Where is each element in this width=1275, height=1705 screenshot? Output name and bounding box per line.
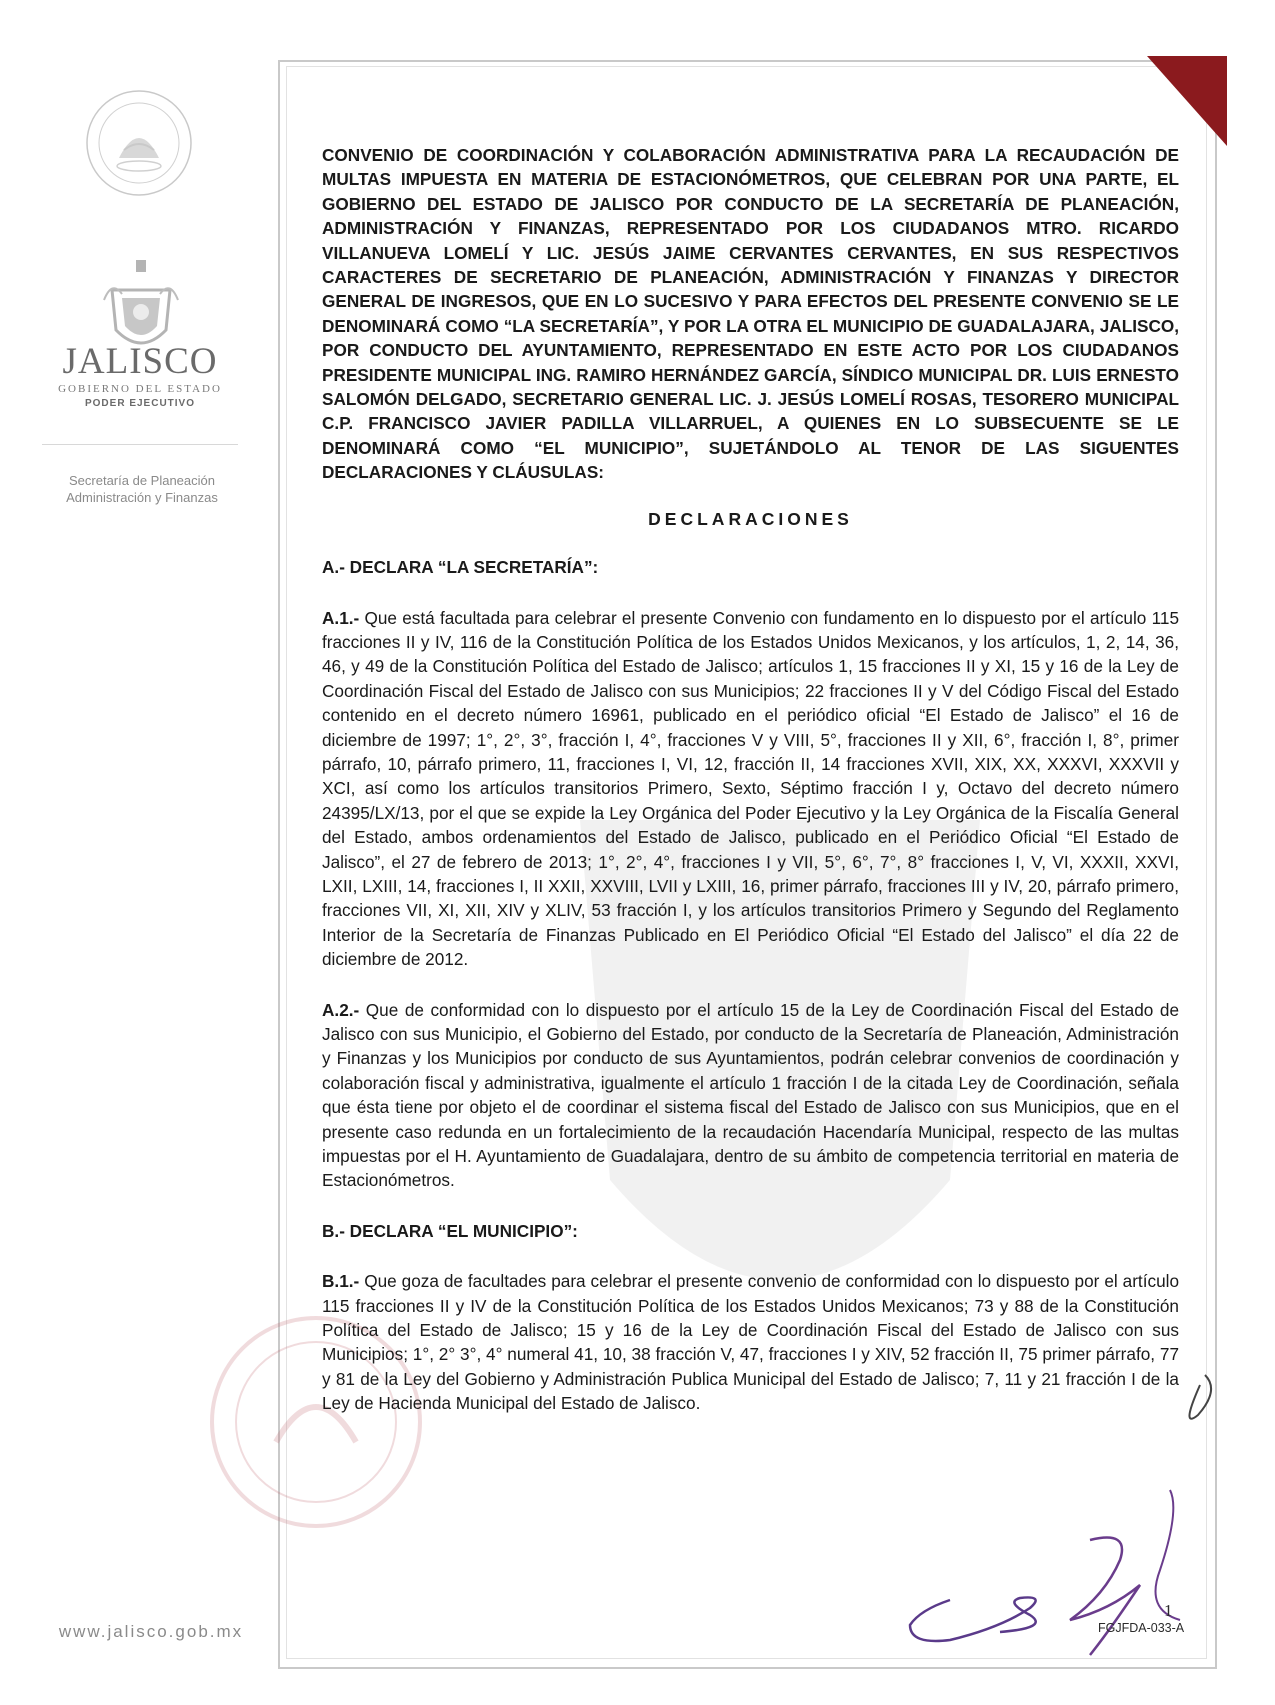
declaration-b-heading: B.- DECLARA “EL MUNICIPIO”: xyxy=(322,1220,578,1241)
brand-name: JALISCO xyxy=(62,341,218,382)
clause-a2-text: Que de conformidad con lo dispuesto por el artículo 15 de la Ley de Coordinación Fiscal del Estado de Jalisco con sus Municipio, el Gobierno del Estado, por conducto de la Secretaría de Planeación, Administración y Finanzas y los Municipios por conducto de sus Ayuntamientos, podrán celebrar convenios de coordinación y colaboración fiscal y administrativa, igualmente el artículo 1 fracción I de la citada Ley de Coordinación, señala que ésta tiene por objeto el de coordinar el sistema fiscal del Estado de Jalisco con sus Municipios, que en el presente caso redunda en un fortalecimiento de la recaudación Hacendaría Municipal, respecto de las multas impuestas por el H. Ayuntamiento de Guadalajara, dentro de su ámbito de competencia territorial en materia de Estacionómetros. xyxy=(322,999,1179,1191)
corner-accent-icon xyxy=(1147,56,1227,146)
secretariat-line-2: Administración y Finanzas xyxy=(66,490,218,505)
national-seal-icon xyxy=(84,88,194,198)
secretariat-line-1: Secretaría de Planeación xyxy=(69,473,215,488)
branch-label: PODER EJECUTIVO xyxy=(84,398,196,409)
page-number: 1 xyxy=(1164,1601,1173,1620)
document-code: FGJFDA-033-A xyxy=(1098,1621,1185,1635)
clause-a1-label: A.1.- xyxy=(322,607,360,628)
handwritten-signature-icon xyxy=(880,1370,1240,1670)
clause-b1-text: Que goza de facultades para celebrar el presente convenio de conformidad con lo dispuesto por el artículo 115 fracciones II y IV de la Constitución Política de los Estados Unidos Mexicanos; 73 y 88 de la Constitución Política del Estado de Jalisco; 15 y 16 de la Ley de Coordinación Fiscal del Estado de Jalisco con sus Municipios; 1°, 2° 3°, 4° numeral 41, 10, 38 fracción V, 47, fracciones I y XIV, 52 fracción II, 75 primer párrafo, 77 y 81 de la Ley del Gobierno y Administración Publica Municipal del Estado de Jalisco; 7, 11 y 21 fracción I de la Ley de Hacienda Municipal del Estado de Jalisco. xyxy=(322,1271,1179,1414)
section-heading: DECLARACIONES xyxy=(648,508,853,529)
secretariat-name xyxy=(42,472,242,506)
clause-a1 xyxy=(322,606,1179,972)
clause-a2 xyxy=(322,998,1179,1193)
clause-a1-text: Que está facultada para celebrar el presente Convenio con fundamento en lo dispuesto por el artículo 115 fracciones II y IV, 116 de la Constitución Política de los Estados Unidos Mexicanos, y los artículos, 1, 2, 14, 36, 46, y 49 de la Constitución Política del Estado de Jalisco; artículos 1, 15 fracciones II y XI, 15 y 16 de la Ley de Coordinación Fiscal del Estado de Jalisco con sus Municipios; 22 fracciones II y V del Código Fiscal del Estado contenido en el decreto número 16961, publicado en el periódico oficial “El Estado de Jalisco” el 16 de diciembre de 1997; 1°, 2°, 3°, fracción I, 4°, fracciones V y VIII, 5°, fracciones II y XII, 6°, fracción I, 8°, primer párrafo, 10, párrafo primero, 11, fracciones I, VI, 12, fracción II, 14 fracciones XVII, XIX, XX, XXXVI, XXXVII y XCI, así como los artículos transitorios Primero, Sexto, Séptimo fracción I y, Octavo del decreto número 24395/LX/13, por el que se expide la Ley Orgánica del Poder Ejecutivo y la Ley Orgánica de la Fiscalía General del Estado, ambos ordenamientos del Estado de Jalisco, publicado en el Periódico Oficial “El Estado de Jalisco”, el 27 de febrero de 2013; 1°, 2°, 4°, fracciones I y VII, 5°, 6°, 7°, 8° fracciones I, V, VI, XXXII, XXVI, LXII, LXIII, 14, fracciones I, II XXII, XXVIII, LVII y LXIII, 16, primer párrafo, fracciones III y IV, 20, párrafo primero, fracciones VII, XI, XII, XIV y XLIV, 53 fracción I, y los artículos transitorios Primero y Segundo del Reglamento Interior de la Secretaría de Finanzas Publicado en El Periódico Oficial “El Estado del Jalisco” el día 22 de diciembre de 2012. xyxy=(322,607,1179,970)
website-link[interactable]: www.jalisco.gob.mx xyxy=(58,1622,244,1641)
sidebar-divider xyxy=(42,444,238,445)
document-body xyxy=(322,143,1179,1442)
declaration-a-heading: A.- DECLARA “LA SECRETARÍA”: xyxy=(322,557,599,578)
clause-a2-label: A.2.- xyxy=(322,999,360,1020)
clause-b1-label: B.1.- xyxy=(322,1271,360,1292)
agreement-title: CONVENIO DE COORDINACIÓN Y COLABORACIÓN ADMINISTRATIVA PARA LA RECAUDACIÓN DE MULTAS IMPUESTA EN MATERIA DE ESTACIONÓMETROS, QUE CELEBRAN POR UNA PARTE, EL GOBIERNO DEL ESTADO DE JALISCO POR CONDUCTO DE LA SECRETARÍA DE PLANEACIÓN, ADMINISTRACIÓN Y FINANZAS, REPRESENTADO POR LOS CIUDADANOS MTRO. RICARDO VILLANUEVA LOMELÍ Y LIC. JESÚS JAIME CERVANTES CERVANTES, EN SUS RESPECTIVOS CARACTERES DE SECRETARIO DE PLANEACIÓN, ADMINISTRACIÓN Y FINANZAS Y DIRECTOR GENERAL DE INGRESOS, QUE EN LO SUCESIVO Y PARA EFECTOS DEL PRESENTE CONVENIO SE LE DENOMINARÁ COMO “LA SECRETARÍA”, Y POR LA OTRA EL MUNICIPIO DE GUADALAJARA, JALISCO, POR CONDUCTO DEL AYUNTAMIENTO, REPRESENTADO EN ESTE ACTO POR LOS CIUDADANOS PRESIDENTE MUNICIPAL ING. RAMIRO HERNÁNDEZ GARCÍA, SÍNDICO MUNICIPAL DR. LUIS ERNESTO SALOMÓN DELGADO, SECRETARIO GENERAL LIC. J. JESÚS LOMELÍ ROSAS, TESORERO MUNICIPAL C.P. FRANCISCO JAVIER PADILLA VILLARRUEL, A QUIENES EN LO SUBSECUENTE SE LE DENOMINARÁ COMO “EL MUNICIPIO”, SUJETÁNDOLO AL TENOR DE LAS SIGUENTES DECLARACIONES Y CLÁUSULAS: xyxy=(322,145,1179,483)
government-label: GOBIERNO DEL ESTADO xyxy=(58,383,222,395)
